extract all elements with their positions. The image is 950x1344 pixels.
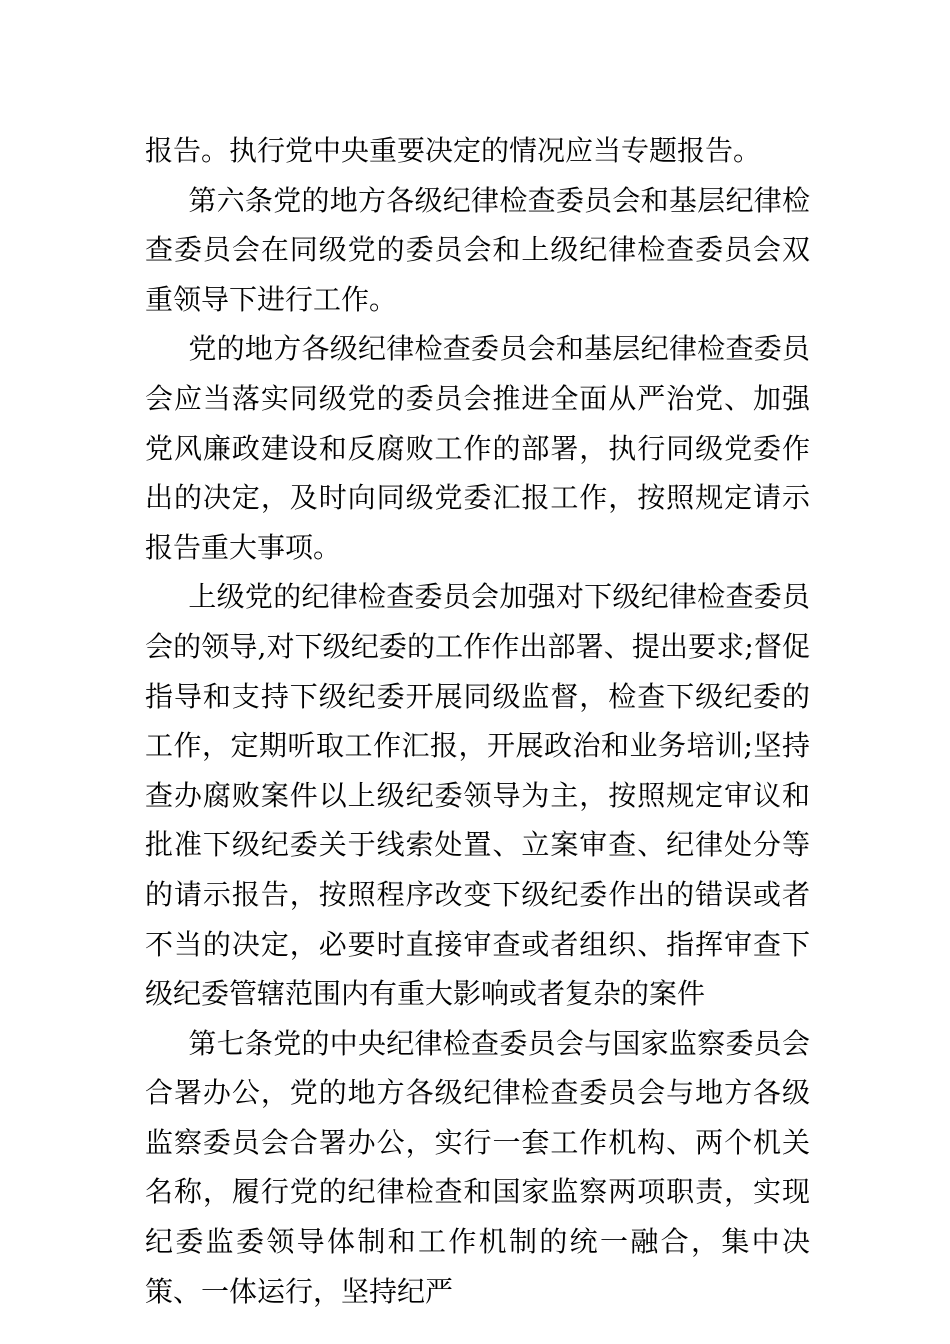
paragraph-5: 第七条党的中央纪律检查委员会与国家监察委员会合署办公，党的地方各级纪律检查委员会与地方各级监察委员会合署办公，实行一套工作机构、两个机关名称，履行党的纪律检查和国家监察两项职责，实现纪委监委领导体制和工作机制的统一融合，集中决策、一体运行，坚持纪严 bbox=[145, 1026, 810, 1308]
document-body bbox=[145, 126, 810, 1316]
paragraph-3: 党的地方各级纪律检查委员会和基层纪律检查委员会应当落实同级党的委员会推进全面从严治党、加强党风廉政建设和反腐败工作的部署，执行同级党委作出的决定，及时向同级党委汇报工作，按照规定请示报告重大事项。 bbox=[145, 332, 810, 564]
paragraph-4: 上级党的纪律检查委员会加强对下级纪律检查委员会的领导,对下级纪委的工作作出部署、提出要求;督促指导和支持下级纪委开展同级监督，检查下级纪委的工作，定期听取工作汇报，开展政治和业务培训;坚持查办腐败案件以上级纪委领导为主，按照规定审议和批准下级纪委关于线索处置、立案审查、纪律处分等的请示报告，按照程序改变下级纪委作出的错误或者不当的决定，必要时直接审查或者组织、指挥审查下级纪委管辖范围内有重大影响或者复杂的案件 bbox=[145, 580, 810, 1011]
paragraph-2: 第六条党的地方各级纪律检查委员会和基层纪律检查委员会在同级党的委员会和上级纪律检查委员会双重领导下进行工作。 bbox=[145, 183, 810, 316]
paragraph-1: 报告。执行党中央重要决定的情况应当专题报告。 bbox=[145, 134, 762, 167]
